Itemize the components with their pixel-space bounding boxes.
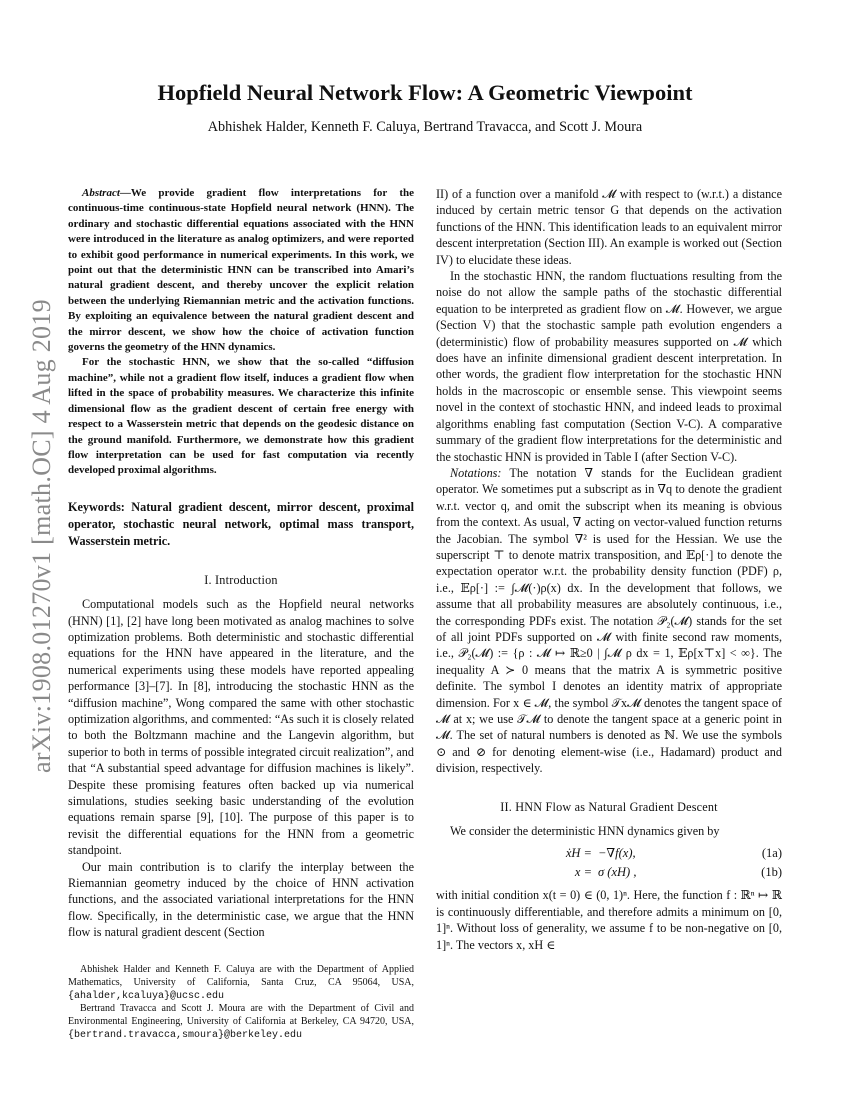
section-2-after: with initial condition x(t = 0) ∈ (0, 1)ⁿ. Here, the function f : ℝⁿ ↦ ℝ is continuously differentiable, and therefore admits a minimum on [0, 1]ⁿ. Without loss of generality, we assume f to be non-negative on [0, 1]ⁿ. The vectors x, xH ∈ (436, 888, 782, 952)
footnote-1: Abhishek Halder and Kenneth F. Caluya are with the Department of Applied Mathematics, University of California, Santa Cruz, CA 95064, USA, (68, 964, 414, 988)
eq1b-lhs: x = (574, 865, 592, 880)
right-p1: II) of a function over a manifold 𝓜 with respect to (w.r.t.) a distance induced by certain metric tensor G that depends on the activation functions of the HNN. This identification leads to an equivalent mirror descent interpretation (Section III). An example is worked out (Section IV) to elucidate these ideas. (436, 187, 782, 267)
notations-label: Notations: (450, 465, 502, 480)
intro-p2: Our main contribution is to clarify the interplay between the Riemannian geometry induced by the choice of HNN activation functions, and the associated variational interpretations for the HNN flow. Specifically, in the deterministic case, we argue that the HNN flow is natural gradient descent (Section (68, 859, 414, 940)
right-column (436, 186, 782, 953)
eq1a-rhs: −∇f(x), (598, 846, 636, 861)
right-p2: In the stochastic HNN, the random fluctuations resulting from the noise do not allow the sample paths of the stochastic differential equation to be interpreted as gradient flow on 𝓜. However, we argue (Section V) that the stochastic sample path evolution engenders a (deterministic) flow of probability measures supported on 𝓜 which does have an infinite dimensional gradient descent interpretation. In other words, the gradient flow interpretation for the stochastic HNN holds in the macroscopic or ensemble sense. This viewpoint seems novel in the context of stochastic HNN, and indeed leads to proximal algorithms enabling fast computation (Section V-C). A comparative summary of the gradient flow interpretations for the deterministic and the stochastic HNN is provided in Table I (after Section V-C). (436, 269, 782, 464)
eq1b-number: (1b) (761, 865, 782, 880)
footnote-2-email: {bertrand.travacca,smoura}@berkeley.edu (68, 1029, 303, 1041)
abstract-p1: —We provide gradient flow interpretations for the continuous-time continuous-state Hopfield neural network (HNN). The ordinary and stochastic differential equations associated with the HNN were introduced in the literature as analog optimizers, and were reported to exhibit good performance in numerical experiments. In this work, we point out that the deterministic HNN can be transcribed into Amari’s natural gradient descent, and thereby uncover the explicit relation between the underlying Riemannian metric and the activation functions. By exploiting an equivalence between the natural gradient descent and the mirror descent, we show how the choice of activation function governs the geometry of the HNN dynamics. (68, 187, 414, 354)
section-2-heading: II. HNN Flow as Natural Gradient Descent (500, 799, 718, 814)
abstract (68, 186, 414, 479)
paper-title: Hopfield Neural Network Flow: A Geometric Viewpoint (157, 80, 693, 105)
equation-1b (436, 864, 782, 883)
keywords: Keywords: Natural gradient descent, mirror descent, proximal operator, stochastic neural network, optimal mass transport, Wasserstein metric. (68, 499, 414, 548)
section-2-intro: We consider the deterministic HNN dynamics given by (450, 824, 720, 839)
equation-1a (436, 845, 782, 864)
eq1b-rhs: σ (xH) , (598, 865, 637, 880)
left-column (68, 186, 414, 941)
notations-text: The notation ∇ stands for the Euclidean gradient operator. We sometimes put a subscript as in ∇q to denote the gradient w.r.t. vector q, and omit the subscript when its meaning is obvious from the context. As usual, ∇ acting on vector-valued function returns the Jacobian. The symbol ∇² is used for the Hessian. We use the superscript ⊤ to denote matrix transposition, and 𝔼ρ[·] to denote the expectation operator w.r.t. the probability density function (PDF) ρ, i.e., 𝔼ρ[·] := ∫𝓜(·)ρ(x) dx. In the development that follows, we assume that all probability measures are absolutely continuous, i.e., the corresponding PDFs exist. The notation 𝒫₂(𝓜) stands for the set of all joint PDFs supported on 𝓜 with finite second raw moments, i.e., 𝒫₂(𝓜) := {ρ : 𝓜 ↦ ℝ≥0 | ∫𝓜 ρ dx = 1, 𝔼ρ[x⊤x] < ∞}. The inequality A ≻ 0 means that the matrix A is symmetric positive definite. The symbol I denotes an identity matrix of appropriate dimension. For x ∈ 𝓜, the symbol 𝒯x𝓜 denotes the tangent space of 𝓜 at x; we use 𝒯𝓜 to denote the tangent space at a generic point in 𝓜. The set of natural numbers is denoted as ℕ. We use the symbols ⊙ and ⊘ for denoting element-wise (i.e., Hadamard) product and division, respectively. (436, 465, 782, 776)
section-1-heading: I. Introduction (204, 572, 278, 587)
arxiv-stamp-text: arXiv:1908.01270v1 [math.OC] 4 Aug 2019 (27, 299, 56, 773)
footnote-1-email: {ahalder,kcaluya}@ucsc.edu (68, 990, 225, 1002)
abstract-p2: For the stochastic HNN, we show that the so-called “diffusion machine”, while not a gradient flow itself, induces a gradient flow when lifted in the space of probability measures. We characterize this infinite dimensional flow as the gradient descent of certain free energy with respect to a Wasserstein metric that depends on the geodesic distance on the ground manifold. Furthermore, we demonstrate how this gradient flow interpretation can be used for fast computation via recently developed proximal algorithms. (68, 356, 414, 477)
paper-authors: Abhishek Halder, Kenneth F. Caluya, Bertrand Travacca, and Scott J. Moura (207, 119, 643, 135)
footnotes (68, 964, 414, 1043)
arxiv-stamp (22, 276, 62, 796)
intro-p1: Computational models such as the Hopfield neural networks (HNN) [1], [2] have long been motivated as analog machines to solve optimization problems. Both deterministic and stochastic differential equations for the HNN have appeared in the literature, and the numerical experiments using these models have reported appealing performance [3]–[7]. In [8], introducing the stochastic HNN as the “diffusion machine”, Wong compared the same with other stochastic optimization algorithms, and commented: “As such it is closely related to both the Boltzmann machine and the Langevin algorithm, but superior to both in terms of possible integrated circuit realization”, and that “A substantial speed advantage for diffusion machines is likely”. Despite these promising features often backed up via numerical simulations, studies seeking basic understanding of the evolution equations remain sparse [9], [10]. The purpose of this paper is to revisit the differential equations for the HNN from a geometric standpoint. (68, 597, 414, 858)
eq1a-lhs: ẋH = (565, 846, 592, 861)
eq1a-number: (1a) (761, 846, 782, 861)
abstract-label: Abstract (82, 187, 120, 199)
footnote-2: Bertrand Travacca and Scott J. Moura are with the Department of Civil and Environmental Engineering, University of California at Berkeley, CA 94720, USA, (68, 1003, 414, 1028)
